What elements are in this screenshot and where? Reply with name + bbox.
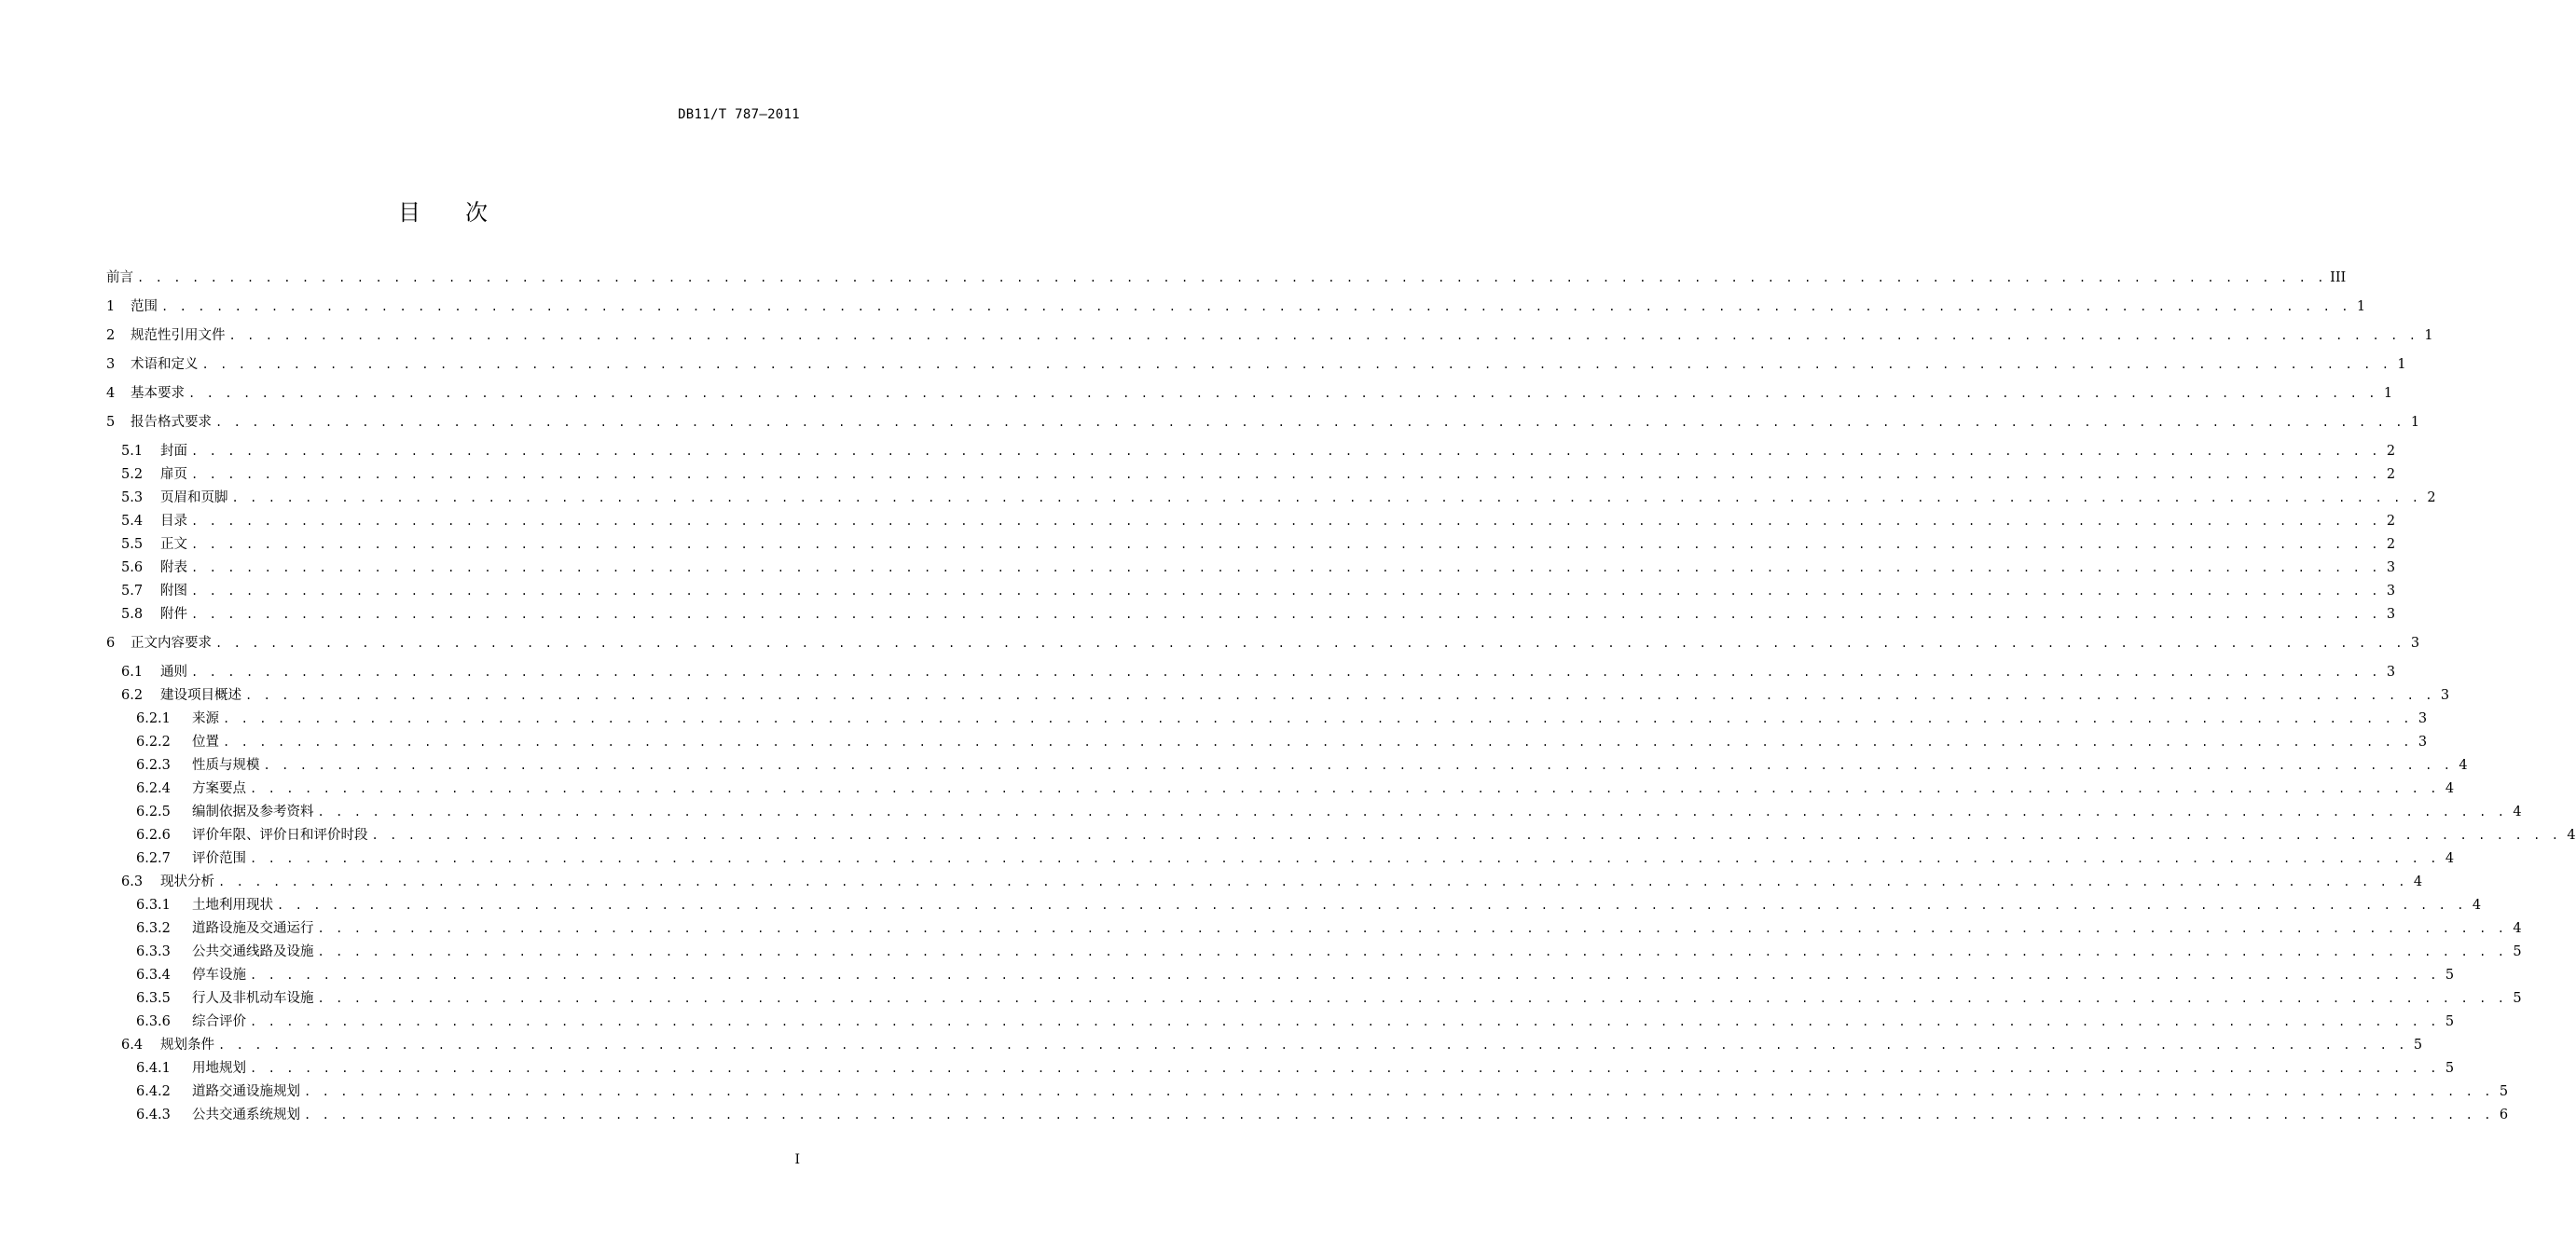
toc-entry-number: 5.8 [121,607,144,622]
toc-leader-dots: . . . . . . . . . . . . . . . . . . . . . . . . . . . . . . . . . . . . . . . . . . . . . . . . . . . . . . . . . . . . . . . . . . . . . . . . . . . . . . . . . . . . . . . . . . . . . . . . . . . . . . . . . . . . . . . . . . . . . . . . [191,538,2381,551]
toc-entry-page-number: 2 [2386,444,2396,459]
toc-leader-dots: . . . . . . . . . . . . . . . . . . . . . . . . . . . . . . . . . . . . . . . . . . . . . . . . . . . . . . . . . . . . . . . . . . . . . . . . . . . . . . . . . . . . . . . . . . . . . . . . . . . . . . . . . . . . . . . . . . . . . . . . [317,992,2507,1005]
toc-leader-dots: . . . . . . . . . . . . . . . . . . . . . . . . . . . . . . . . . . . . . . . . . . . . . . . . . . . . . . . . . . . . . . . . . . . . . . . . . . . . . . . . . . . . . . . . . . . . . . . . . . . . . . . . . . . . . . . . . . . . . . . . [218,875,2408,888]
toc-entry-label: 道路交通设施规划 [192,1084,300,1099]
toc-entry-label: 报告格式要求 [131,415,212,430]
toc-entry-page-number: 3 [2418,711,2428,726]
toc-entry-page-number: 5 [2499,1084,2509,1099]
toc-entry[interactable] [106,943,2522,961]
toc-entry-number: 6.3.2 [136,921,171,936]
toc-entry-page-number: 3 [2386,665,2396,680]
toc-entry-label: 评价范围 [192,851,246,866]
toc-entry[interactable] [106,1036,2423,1054]
toc-entry[interactable] [106,756,2468,775]
page-folio: I [794,1152,800,1167]
toc-entry-number: 6.2.6 [136,828,171,843]
toc-entry-page-number: 3 [2386,607,2396,622]
toc-leader-dots: . . . . . . . . . . . . . . . . . . . . . . . . . . . . . . . . . . . . . . . . . . . . . . . . . . . . . . . . . . . . . . . . . . . . . . . . . . . . . . . . . . . . . . . . . . . . . . . . . . . . . . . . . . . . . . . . . . . . . . . . [250,969,2440,982]
toc-leader-dots: . . . . . . . . . . . . . . . . . . . . . . . . . . . . . . . . . . . . . . . . . . . . . . . . . . . . . . . . . . . . . . . . . . . . . . . . . . . . . . . . . . . . . . . . . . . . . . . . . . . . . . . . . . . . . . . . . . . . . . . . [191,666,2381,679]
toc-entry-number: 5.5 [121,537,144,552]
toc-entry-number: 6.3.4 [136,968,171,983]
toc-entry[interactable] [106,849,2455,868]
toc-entry-number: 6.4 [121,1038,144,1053]
toc-entry-number: 6.2.2 [136,735,171,750]
toc-entry-page-number: 3 [2386,560,2396,575]
toc-entry-page-number: 3 [2386,584,2396,599]
toc-entry-number: 6.2.4 [136,781,171,796]
toc-leader-dots: . . . . . . . . . . . . . . . . . . . . . . . . . . . . . . . . . . . . . . . . . . . . . . . . . . . . . . . . . . . . . . . . . . . . . . . . . . . . . . . . . . . . . . . . . . . . . . . . . . . . . . . . . . . . . . . . . . . . . . . . [231,491,2421,504]
toc-entry[interactable] [106,919,2522,938]
toc-entry[interactable] [106,413,2420,432]
toc-entry[interactable] [106,779,2455,798]
toc-entry[interactable] [106,663,2396,682]
toc-entry-label: 公共交通线路及设施 [192,944,314,959]
toc-leader-dots: . . . . . . . . . . . . . . . . . . . . . . . . . . . . . . . . . . . . . . . . . . . . . . . . . . . . . . . . . . . . . . . . . . . . . . . . . . . . . . . . . . . . . . . . . . . . . . . . . . . . . . . . . . . . . . . . . . . . . . . . [191,445,2381,458]
toc-entry-label: 附表 [160,560,187,575]
toc-entry-page-number: 2 [2427,490,2436,505]
toc-leader-dots: . . . . . . . . . . . . . . . . . . . . . . . . . . . . . . . . . . . . . . . . . . . . . . . . . . . . . . . . . . . . . . . . . . . . . . . . . . . . . . . . . . . . . . . . . . . . . . . . . . . . . . . . . . . . . . . . . . . . . . . . [191,515,2381,528]
toc-entry-label: 术语和定义 [131,357,199,372]
toc-entry-label: 用地规划 [192,1061,246,1076]
toc-entry-number: 6.3 [121,874,144,889]
toc-leader-dots: . . . . . . . . . . . . . . . . . . . . . . . . . . . . . . . . . . . . . . . . . . . . . . . . . . . . . . . . . . . . . . . . . . . . . . . . . . . . . . . . . . . . . . . . . . . . . . . . . . . . . . . . . . . . . . . . . . . . . . . . [250,1015,2440,1028]
toc-entry-label: 评价年限、评价日和评价时段 [192,828,368,843]
toc-entry-label: 封面 [160,444,187,459]
toc-leader-dots: . . . . . . . . . . . . . . . . . . . . . . . . . . . . . . . . . . . . . . . . . . . . . . . . . . . . . . . . . . . . . . . . . . . . . . . . . . . . . . . . . . . . . . . . . . . . . . . . . . . . . . . . . . . . . . . . . . . . . . . . [218,1039,2408,1052]
toc-entry-label: 现状分析 [160,874,214,889]
toc-entry-page-number: 4 [2445,781,2455,796]
toc-entry-number: 2 [106,328,116,343]
toc-leader-dots: . . . . . . . . . . . . . . . . . . . . . . . . . . . . . . . . . . . . . . . . . . . . . . . . . . . . . . . . . . . . . . . . . . . . . . . . . . . . . . . . . . . . . . . . . . . . . . . . . . . . . . . . . . . . . . . . . . . . . . . . [191,608,2381,621]
toc-entry[interactable] [106,634,2420,653]
toc-entry-page-number: 3 [2410,636,2420,651]
toc-entry-label: 扉页 [160,467,187,482]
toc-leader-dots: . . . . . . . . . . . . . . . . . . . . . . . . . . . . . . . . . . . . . . . . . . . . . . . . . . . . . . . . . . . . . . . . . . . . . . . . . . . . . . . . . . . . . . . . . . . . . . . . . . . . . . . . . . . . . . . . . . . . . . . . [317,922,2507,935]
toc-title: 目 次 [398,200,488,226]
toc-entry[interactable] [106,442,2396,461]
toc-entry[interactable] [106,896,2482,915]
toc-entry[interactable] [106,709,2428,728]
toc-entry[interactable] [106,465,2396,484]
toc-leader-dots: . . . . . . . . . . . . . . . . . . . . . . . . . . . . . . . . . . . . . . . . . . . . . . . . . . . . . . . . . . . . . . . . . . . . . . . . . . . . . . . . . . . . . . . . . . . . . . . . . . . . . . . . . . . . . . . . . . . . . . . . [223,736,2413,749]
toc-entry-label: 基本要求 [131,386,185,401]
toc-leader-dots: . . . . . . . . . . . . . . . . . . . . . . . . . . . . . . . . . . . . . . . . . . . . . . . . . . . . . . . . . . . . . . . . . . . . . . . . . . . . . . . . . . . . . . . . . . . . . . . . . . . . . . . . . . . . . . . . . . . . . . . . [250,1062,2440,1075]
toc-leader-dots: . . . . . . . . . . . . . . . . . . . . . . . . . . . . . . . . . . . . . . . . . . . . . . . . . . . . . . . . . . . . . . . . . . . . . . . . . . . . . . . . . . . . . . . . . . . . . . . . . . . . . . . . . . . . . . . . . . . . . . . . [371,829,2561,842]
toc-entry-page-number: 1 [2397,357,2406,372]
toc-entry[interactable] [106,384,2393,403]
toc-leader-dots: . . . . . . . . . . . . . . . . . . . . . . . . . . . . . . . . . . . . . . . . . . . . . . . . . . . . . . . . . . . . . . . . . . . . . . . . . . . . . . . . . . . . . . . . . . . . . . . . . . . . . . . . . . . . . . . . . . . . . . . . [161,300,2351,313]
toc-leader-dots: . . . . . . . . . . . . . . . . . . . . . . . . . . . . . . . . . . . . . . . . . . . . . . . . . . . . . . . . . . . . . . . . . . . . . . . . . . . . . . . . . . . . . . . . . . . . . . . . . . . . . . . . . . . . . . . . . . . . . . . . [263,759,2453,772]
toc-entry-page-number: 5 [2513,991,2522,1006]
toc-entry-number: 6.2 [121,688,144,703]
toc-entry-page-number: 1 [2410,415,2420,430]
toc-entry-page-number: 2 [2386,467,2396,482]
toc-entry[interactable] [106,268,2347,287]
toc-entry[interactable] [106,989,2522,1008]
toc-entry-page-number: 5 [2513,944,2522,959]
toc-entry-number: 5 [106,415,116,430]
toc-entry-page-number: 5 [2413,1038,2423,1053]
toc-entry[interactable] [106,873,2423,891]
toc-entry-page-number: III [2330,270,2347,285]
toc-entry-label: 目录 [160,514,187,529]
toc-leader-dots: . . . . . . . . . . . . . . . . . . . . . . . . . . . . . . . . . . . . . . . . . . . . . . . . . . . . . . . . . . . . . . . . . . . . . . . . . . . . . . . . . . . . . . . . . . . . . . . . . . . . . . . . . . . . . . . . . . . . . . . . [188,387,2378,400]
toc-entry-number: 6.2.1 [136,711,171,726]
toc-entry-page-number: 4 [2445,851,2455,866]
toc-leader-dots: . . . . . . . . . . . . . . . . . . . . . . . . . . . . . . . . . . . . . . . . . . . . . . . . . . . . . . . . . . . . . . . . . . . . . . . . . . . . . . . . . . . . . . . . . . . . . . . . . . . . . . . . . . . . . . . . . . . . . . . . [223,712,2413,725]
toc-leader-dots: . . . . . . . . . . . . . . . . . . . . . . . . . . . . . . . . . . . . . . . . . . . . . . . . . . . . . . . . . . . . . . . . . . . . . . . . . . . . . . . . . . . . . . . . . . . . . . . . . . . . . . . . . . . . . . . . . . . . . . . . [228,329,2418,342]
toc-entry-label: 来源 [192,711,219,726]
toc-entry-label: 范围 [131,299,158,314]
toc-entry-label: 公共交通系统规划 [192,1108,300,1122]
toc-entry-label: 通则 [160,665,187,680]
toc-entry-number: 4 [106,386,116,401]
toc-entry[interactable] [106,966,2455,984]
toc-entry-label: 前言 [106,270,133,285]
toc-entry-label: 停车设施 [192,968,246,983]
toc-entry-number: 6.3.6 [136,1014,171,1029]
toc-leader-dots: . . . . . . . . . . . . . . . . . . . . . . . . . . . . . . . . . . . . . . . . . . . . . . . . . . . . . . . . . . . . . . . . . . . . . . . . . . . . . . . . . . . . . . . . . . . . . . . . . . . . . . . . . . . . . . . . . . . . . . . . [191,468,2381,481]
toc-entry-number: 5.7 [121,584,144,599]
toc-entry[interactable] [106,605,2396,624]
toc-entry-number: 5.2 [121,467,144,482]
toc-leader-dots: . . . . . . . . . . . . . . . . . . . . . . . . . . . . . . . . . . . . . . . . . . . . . . . . . . . . . . . . . . . . . . . . . . . . . . . . . . . . . . . . . . . . . . . . . . . . . . . . . . . . . . . . . . . . . . . . . . . . . . . . [245,689,2435,702]
toc-entry-label: 规划条件 [160,1038,214,1053]
toc-entry-number: 5.3 [121,490,144,505]
toc-entry-page-number: 5 [2445,968,2455,983]
toc-entry-page-number: 2 [2386,514,2396,529]
toc-entry-number: 6.2.7 [136,851,171,866]
toc-entry-label: 行人及非机动车设施 [192,991,314,1006]
toc-leader-dots: . . . . . . . . . . . . . . . . . . . . . . . . . . . . . . . . . . . . . . . . . . . . . . . . . . . . . . . . . . . . . . . . . . . . . . . . . . . . . . . . . . . . . . . . . . . . . . . . . . . . . . . . . . . . . . . . . . . . . . . . [277,899,2467,912]
toc-leader-dots: . . . . . . . . . . . . . . . . . . . . . . . . . . . . . . . . . . . . . . . . . . . . . . . . . . . . . . . . . . . . . . . . . . . . . . . . . . . . . . . . . . . . . . . . . . . . . . . . . . . . . . . . . . . . . . . . . . . . . . . . [317,945,2507,958]
toc-entry[interactable] [106,512,2396,530]
document-code: DB11/T 787—2011 [678,107,800,122]
toc-entry-label: 综合评价 [192,1014,246,1029]
toc-entry-number: 6.1 [121,665,144,680]
toc-entry-page-number: 1 [2356,299,2366,314]
toc-entry[interactable] [106,1012,2455,1031]
toc-entry-number: 3 [106,357,116,372]
toc-entry-page-number: 4 [2567,828,2576,843]
toc-entry-page-number: 4 [2513,805,2522,819]
toc-entry[interactable] [106,489,2436,507]
toc-entry[interactable] [106,558,2396,577]
toc-entry[interactable] [106,1082,2509,1101]
toc-entry-page-number: 5 [2445,1014,2455,1029]
toc-entry-number: 5.1 [121,444,144,459]
toc-leader-dots: . . . . . . . . . . . . . . . . . . . . . . . . . . . . . . . . . . . . . . . . . . . . . . . . . . . . . . . . . . . . . . . . . . . . . . . . . . . . . . . . . . . . . . . . . . . . . . . . . . . . . . . . . . . . . . . . . . . . . . . . [201,358,2391,371]
toc-entry-number: 5.6 [121,560,144,575]
toc-leader-dots: . . . . . . . . . . . . . . . . . . . . . . . . . . . . . . . . . . . . . . . . . . . . . . . . . . . . . . . . . . . . . . . . . . . . . . . . . . . . . . . . . . . . . . . . . . . . . . . . . . . . . . . . . . . . . . . . . . . . . . . . [215,637,2405,650]
toc-entry-page-number: 1 [2383,386,2393,401]
toc-entry-label: 道路设施及交通运行 [192,921,314,936]
toc-leader-dots: . . . . . . . . . . . . . . . . . . . . . . . . . . . . . . . . . . . . . . . . . . . . . . . . . . . . . . . . . . . . . . . . . . . . . . . . . . . . . . . . . . . . . . . . . . . . . . . . . . . . . . . . . . . . . . . . . . . . . . . . [304,1108,2494,1122]
toc-entry-label: 建设项目概述 [160,688,241,703]
toc-entry-label: 位置 [192,735,219,750]
toc-entry[interactable] [106,297,2366,316]
toc-entry-label: 规范性引用文件 [131,328,226,343]
toc-entry[interactable] [106,1059,2455,1078]
toc-entry-label: 方案要点 [192,781,246,796]
toc-entry-page-number: 5 [2445,1061,2455,1076]
toc-entry-label: 附图 [160,584,187,599]
toc-leader-dots: . . . . . . . . . . . . . . . . . . . . . . . . . . . . . . . . . . . . . . . . . . . . . . . . . . . . . . . . . . . . . . . . . . . . . . . . . . . . . . . . . . . . . . . . . . . . . . . . . . . . . . . . . . . . . . . . . . . . . . . . [191,561,2381,574]
toc-entry-number: 6.3.5 [136,991,171,1006]
toc-leader-dots: . . . . . . . . . . . . . . . . . . . . . . . . . . . . . . . . . . . . . . . . . . . . . . . . . . . . . . . . . . . . . . . . . . . . . . . . . . . . . . . . . . . . . . . . . . . . . . . . . . . . . . . . . . . . . . . . . . . . . . . . [191,585,2381,598]
toc-entry-number: 6.4.2 [136,1084,171,1099]
toc-entry-label: 性质与规模 [192,758,260,773]
toc-entry-number: 5.4 [121,514,144,529]
toc-entry-number: 6.2.3 [136,758,171,773]
toc-entry[interactable] [106,355,2406,374]
toc-entry-page-number: 3 [2440,688,2450,703]
toc-leader-dots: . . . . . . . . . . . . . . . . . . . . . . . . . . . . . . . . . . . . . . . . . . . . . . . . . . . . . . . . . . . . . . . . . . . . . . . . . . . . . . . . . . . . . . . . . . . . . . . . . . . . . . . . . . . . . . . . . . . . . . . . [137,271,2327,284]
toc-entry-page-number: 6 [2499,1108,2509,1122]
toc-entry-label: 编制依据及参考资料 [192,805,314,819]
toc-entry-page-number: 4 [2413,874,2423,889]
toc-entry-label: 正文 [160,537,187,552]
toc-entry-label: 附件 [160,607,187,622]
toc-entry-number: 1 [106,299,116,314]
toc-entry[interactable] [106,803,2522,821]
toc-entry-label: 页眉和页脚 [160,490,228,505]
toc-entry-page-number: 1 [2424,328,2433,343]
toc-entry-number: 6.3.1 [136,898,171,913]
toc-entry-number: 6.2.5 [136,805,171,819]
toc-entry-page-number: 3 [2418,735,2428,750]
toc-leader-dots: . . . . . . . . . . . . . . . . . . . . . . . . . . . . . . . . . . . . . . . . . . . . . . . . . . . . . . . . . . . . . . . . . . . . . . . . . . . . . . . . . . . . . . . . . . . . . . . . . . . . . . . . . . . . . . . . . . . . . . . . [250,782,2440,795]
toc-leader-dots: . . . . . . . . . . . . . . . . . . . . . . . . . . . . . . . . . . . . . . . . . . . . . . . . . . . . . . . . . . . . . . . . . . . . . . . . . . . . . . . . . . . . . . . . . . . . . . . . . . . . . . . . . . . . . . . . . . . . . . . . [317,806,2507,819]
toc-entry[interactable] [106,686,2450,705]
toc-entry-number: 6.4.3 [136,1108,171,1122]
toc-entry[interactable] [106,326,2433,345]
toc-entry-page-number: 4 [2459,758,2468,773]
toc-entry[interactable] [106,826,2576,845]
toc-entry-label: 土地利用现状 [192,898,273,913]
toc-leader-dots: . . . . . . . . . . . . . . . . . . . . . . . . . . . . . . . . . . . . . . . . . . . . . . . . . . . . . . . . . . . . . . . . . . . . . . . . . . . . . . . . . . . . . . . . . . . . . . . . . . . . . . . . . . . . . . . . . . . . . . . . [304,1085,2494,1098]
toc-entry-number: 6.4.1 [136,1061,171,1076]
toc-leader-dots: . . . . . . . . . . . . . . . . . . . . . . . . . . . . . . . . . . . . . . . . . . . . . . . . . . . . . . . . . . . . . . . . . . . . . . . . . . . . . . . . . . . . . . . . . . . . . . . . . . . . . . . . . . . . . . . . . . . . . . . . [215,416,2405,429]
toc-entry-page-number: 2 [2386,537,2396,552]
toc-entry[interactable] [106,1106,2509,1124]
toc-entry-page-number: 4 [2513,921,2522,936]
toc-entry-number: 6.3.3 [136,944,171,959]
toc-entry[interactable] [106,582,2396,600]
toc-entry[interactable] [106,535,2396,554]
toc-entry-label: 正文内容要求 [131,636,212,651]
toc-leader-dots: . . . . . . . . . . . . . . . . . . . . . . . . . . . . . . . . . . . . . . . . . . . . . . . . . . . . . . . . . . . . . . . . . . . . . . . . . . . . . . . . . . . . . . . . . . . . . . . . . . . . . . . . . . . . . . . . . . . . . . . . [250,852,2440,865]
toc-entry[interactable] [106,733,2428,751]
toc-entry-number: 6 [106,636,116,651]
toc-entry-page-number: 4 [2472,898,2482,913]
